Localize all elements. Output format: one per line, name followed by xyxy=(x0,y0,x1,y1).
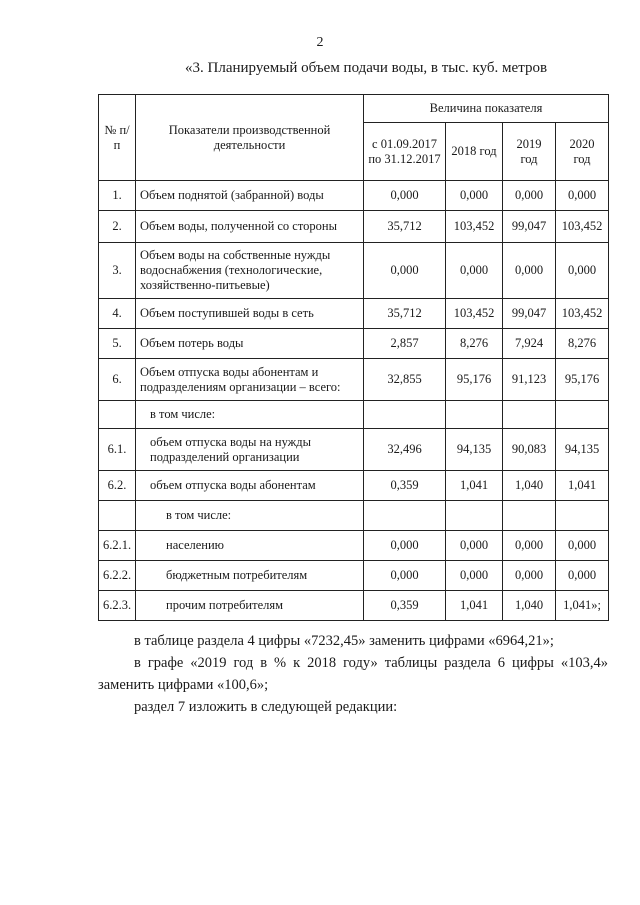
row-name: населению xyxy=(136,531,364,561)
row-value: 0,000 xyxy=(503,243,556,299)
row-name: в том числе: xyxy=(136,501,364,531)
row-value xyxy=(503,401,556,429)
row-name: объем отпуска воды абонентам xyxy=(136,471,364,501)
row-number: 4. xyxy=(99,299,136,329)
row-value: 0,000 xyxy=(364,561,446,591)
header-period: 2020 год xyxy=(556,123,609,181)
paragraph: раздел 7 изложить в следующей редакции: xyxy=(134,699,398,715)
row-value: 0,000 xyxy=(556,531,609,561)
table-row xyxy=(99,401,609,429)
row-value: 0,000 xyxy=(364,531,446,561)
row-value: 35,712 xyxy=(364,211,446,243)
table-row xyxy=(99,471,609,501)
row-value: 103,452 xyxy=(556,299,609,329)
row-value xyxy=(503,501,556,531)
header-num: № п/п xyxy=(99,95,136,181)
row-number xyxy=(99,501,136,531)
header-period: с 01.09.2017 по 31.12.2017 xyxy=(364,123,446,181)
row-value: 103,452 xyxy=(556,211,609,243)
row-number: 6. xyxy=(99,359,136,401)
row-value: 8,276 xyxy=(556,329,609,359)
row-value: 0,000 xyxy=(556,181,609,211)
page-number: 2 xyxy=(316,35,324,50)
row-value: 0,000 xyxy=(446,531,503,561)
amendment-text xyxy=(98,630,608,718)
row-number: 6.2.2. xyxy=(99,561,136,591)
row-value: 0,000 xyxy=(503,561,556,591)
row-value: 0,000 xyxy=(503,181,556,211)
row-value: 0,359 xyxy=(364,471,446,501)
row-value: 0,000 xyxy=(364,181,446,211)
row-name: бюджетным потребителям xyxy=(136,561,364,591)
row-value xyxy=(556,501,609,531)
row-value: 91,123 xyxy=(503,359,556,401)
row-value: 1,041 xyxy=(446,471,503,501)
water-supply-table xyxy=(98,94,609,621)
table-row xyxy=(99,591,609,621)
row-value: 1,041»; xyxy=(556,591,609,621)
table-row xyxy=(99,299,609,329)
row-value xyxy=(556,401,609,429)
row-value: 8,276 xyxy=(446,329,503,359)
row-number: 6.2.1. xyxy=(99,531,136,561)
row-value: 0,359 xyxy=(364,591,446,621)
row-value: 1,040 xyxy=(503,591,556,621)
row-value xyxy=(364,401,446,429)
row-name: Объем потерь воды xyxy=(136,329,364,359)
table-row xyxy=(99,501,609,531)
row-number: 6.1. xyxy=(99,429,136,471)
row-value: 0,000 xyxy=(556,243,609,299)
row-value: 2,857 xyxy=(364,329,446,359)
row-value: 94,135 xyxy=(446,429,503,471)
row-value: 32,855 xyxy=(364,359,446,401)
row-number: 1. xyxy=(99,181,136,211)
row-value xyxy=(364,501,446,531)
table-row xyxy=(99,181,609,211)
row-number: 6.2. xyxy=(99,471,136,501)
row-value: 0,000 xyxy=(364,243,446,299)
row-number: 3. xyxy=(99,243,136,299)
row-value: 1,041 xyxy=(556,471,609,501)
table-row xyxy=(99,243,609,299)
row-value: 94,135 xyxy=(556,429,609,471)
table-row xyxy=(99,429,609,471)
row-value: 7,924 xyxy=(503,329,556,359)
row-number: 6.2.3. xyxy=(99,591,136,621)
table-row xyxy=(99,359,609,401)
row-value: 103,452 xyxy=(446,299,503,329)
paragraph: в графе «2019 год в % к 2018 году» таблицы раздела 6 цифры «103,4» заменить цифрами «100,6»; xyxy=(98,655,608,693)
row-value: 99,047 xyxy=(503,211,556,243)
row-value: 103,452 xyxy=(446,211,503,243)
row-name: в том числе: xyxy=(136,401,364,429)
table-row xyxy=(99,329,609,359)
row-value: 0,000 xyxy=(446,243,503,299)
header-indicators: Показатели производственной деятельности xyxy=(136,95,364,181)
row-number: 2. xyxy=(99,211,136,243)
row-value: 1,041 xyxy=(446,591,503,621)
row-name: прочим потребителям xyxy=(136,591,364,621)
header-value-group: Величина показателя xyxy=(364,95,609,123)
table-row xyxy=(99,561,609,591)
row-value: 32,496 xyxy=(364,429,446,471)
row-name: Объем поступившей воды в сеть xyxy=(136,299,364,329)
row-name: Объем воды на собственные нужды водоснабжения (технологические, хозяйственно-питьевые) xyxy=(136,243,364,299)
row-number: 5. xyxy=(99,329,136,359)
row-value: 0,000 xyxy=(556,561,609,591)
table-row xyxy=(99,531,609,561)
row-name: Объем отпуска воды абонентам и подразделениям организации – всего: xyxy=(136,359,364,401)
row-value xyxy=(446,401,503,429)
row-name: объем отпуска воды на нужды подразделений организации xyxy=(136,429,364,471)
row-value: 0,000 xyxy=(446,561,503,591)
paragraph: в таблице раздела 4 цифры «7232,45» заменить цифрами «6964,21»; xyxy=(134,633,554,649)
row-name: Объем поднятой (забранной) воды xyxy=(136,181,364,211)
row-value xyxy=(446,501,503,531)
row-value: 35,712 xyxy=(364,299,446,329)
row-value: 90,083 xyxy=(503,429,556,471)
row-number xyxy=(99,401,136,429)
row-value: 1,040 xyxy=(503,471,556,501)
header-period: 2018 год xyxy=(446,123,503,181)
row-value: 95,176 xyxy=(556,359,609,401)
table-row xyxy=(99,211,609,243)
row-value: 0,000 xyxy=(503,531,556,561)
row-value: 0,000 xyxy=(446,181,503,211)
table-title: «3. Планируемый объем подачи воды, в тыс. куб. метров xyxy=(185,60,548,76)
header-period: 2019 год xyxy=(503,123,556,181)
row-value: 95,176 xyxy=(446,359,503,401)
row-name: Объем воды, полученной со стороны xyxy=(136,211,364,243)
row-value: 99,047 xyxy=(503,299,556,329)
